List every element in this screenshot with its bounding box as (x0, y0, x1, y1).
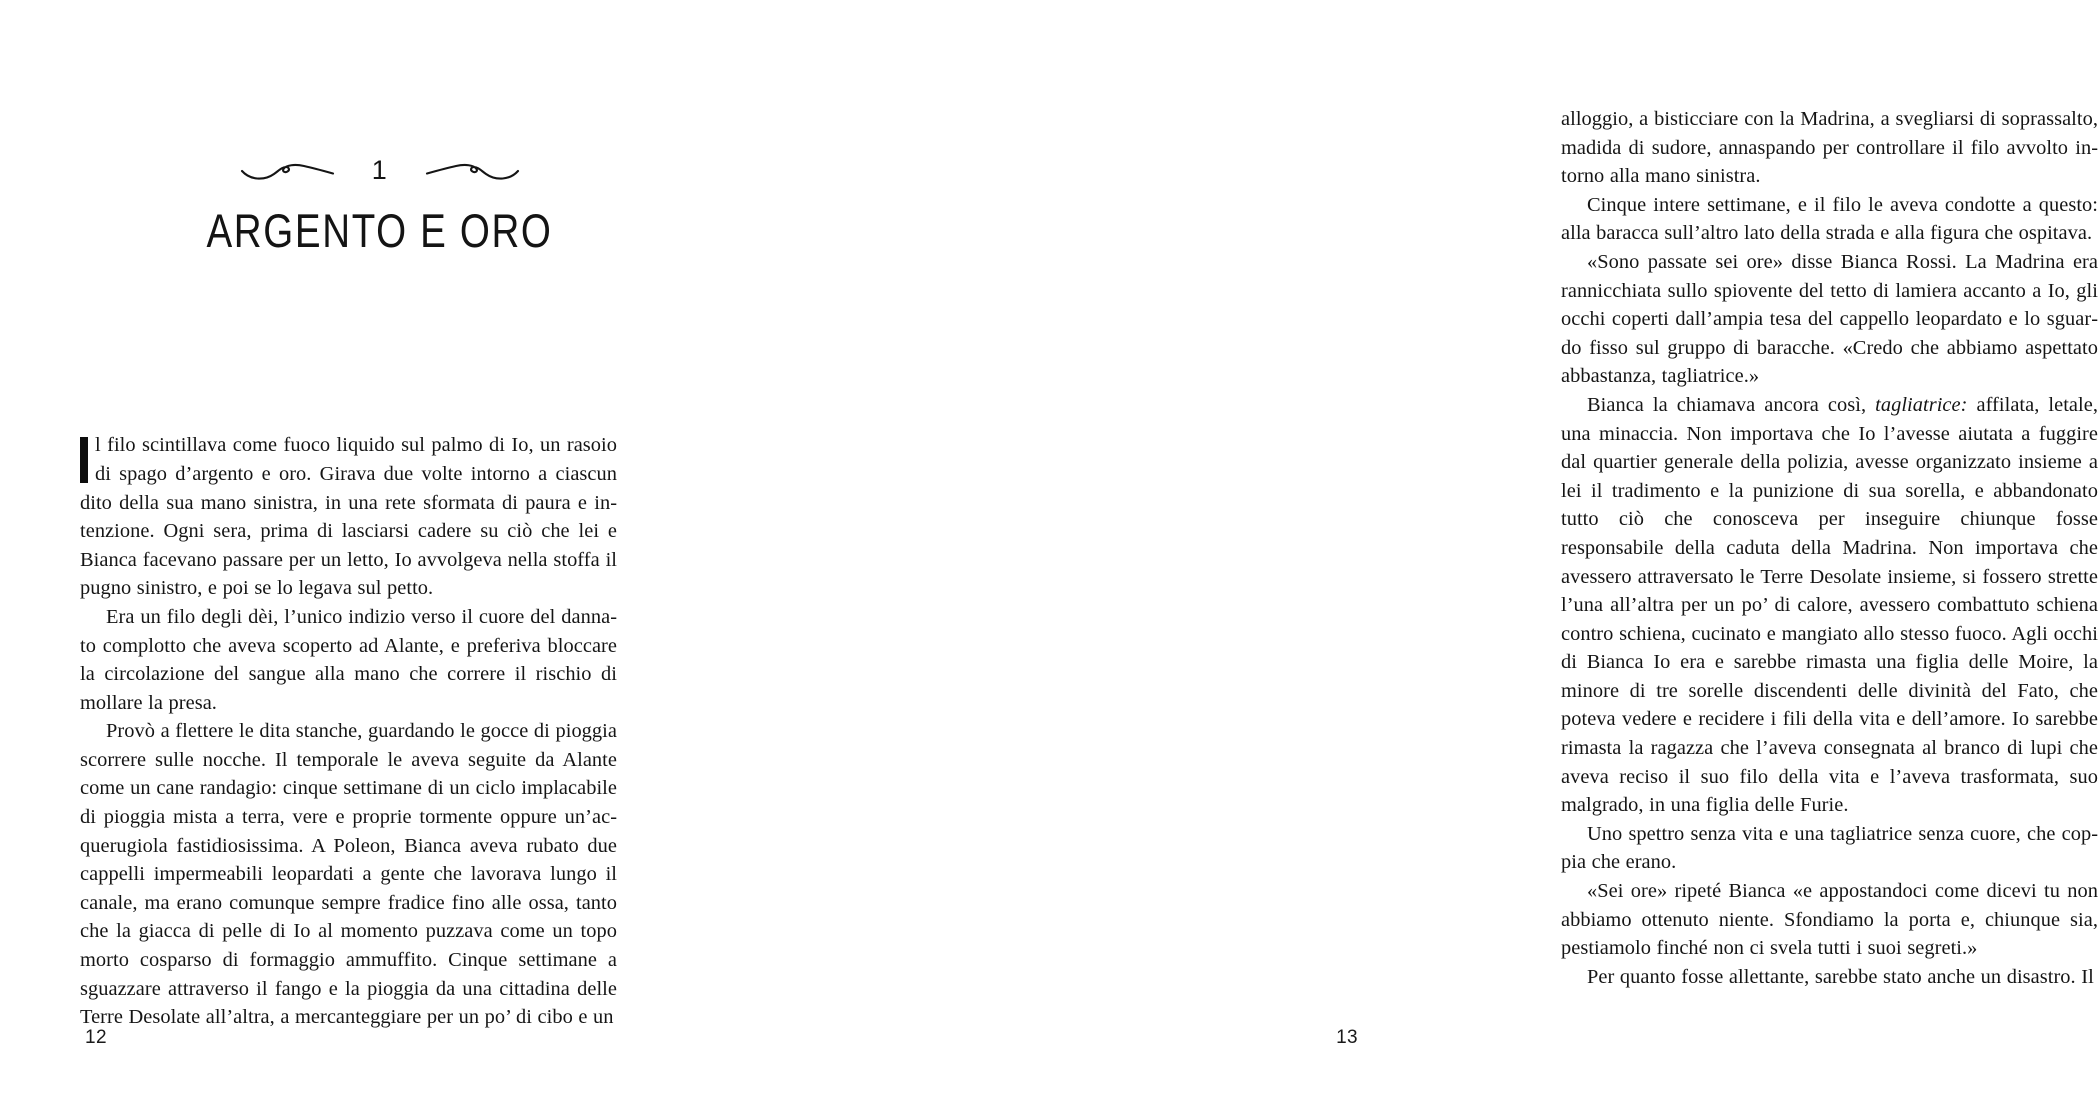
paragraph (1561, 248, 2098, 391)
paragraph-text: alloggio, a bisticciare con la Madrina, a svegliarsi di soprassalto, madida di sudore, annaspando per controllare il filo avvolto intorno alla mano sinistra. (1561, 108, 2098, 188)
right-page-text-column (1561, 105, 2098, 991)
paragraph (1561, 877, 2098, 963)
left-page (0, 0, 722, 1109)
left-page-body (80, 431, 617, 1031)
left-page-text-column (80, 130, 617, 1032)
paragraph-text: Cinque intere settimane, e il filo le aveva condotte a questo: alla baracca sull’altro lato della strada e alla figura che ospitava. (1561, 193, 2098, 245)
chapter-title: ARGENTO E ORO (206, 204, 553, 257)
right-page (723, 0, 2098, 1109)
page-number-right: 13 (1336, 1027, 1358, 1048)
chapter-header (80, 130, 617, 255)
page-number-left: 12 (85, 1027, 107, 1048)
right-page-body (1561, 105, 2098, 991)
paragraph-text: Per quanto fosse allettante, sarebbe stato anche un disastro. Il (1587, 965, 2094, 988)
paragraph (1561, 391, 2098, 820)
paragraph-text: «Sei ore» ripeté Bianca «e appostandoci come dicevi tu non abbiamo ottenuto niente. Sfondiamo la porta e, chiunque sia, pestiamolo finché non ci svela tutti i suoi segreti.» (1561, 880, 2098, 960)
paragraph (1561, 105, 2098, 191)
flourish-right-icon (424, 155, 520, 189)
paragraph-text: Era un filo degli dèi, l’unico indizio verso il cuore del dannato complotto che aveva scoperto ad Alante, e preferiva bloccare la circolazione del sangue alla mano che correre il rischio di mollare la presa. (80, 605, 617, 714)
paragraph-text: l filo scintillava come fuoco liquido sul palmo di Io, un rasoio di spago d’argento e oro. Girava due volte intorno a ciascun dito della sua mano sinistra, in una rete sformata di paura e intenzione. Ogni sera, prima di lasciarsi cadere su ciò che lei e Bianca facevano passare per un letto, Io avvolgeva nella stoffa il pugno sinistro, e poi se lo legava sul petto. (80, 434, 617, 600)
paragraph (1561, 820, 2098, 877)
paragraph (80, 431, 617, 603)
drop-cap-i (80, 437, 88, 483)
paragraph (80, 603, 617, 717)
paragraph (1561, 963, 2098, 992)
paragraph-text: «Sono passate sei ore» disse Bianca Rossi. La Madrina era rannicchiata sullo spiovente del tetto di lamiera accanto a Io, gli occhi coperti dall’ampia tesa del cappello leopardato e lo sguardo fisso sul gruppo di baracche. «Credo che abbiamo aspettato abbastanza, tagliatrice.» (1561, 250, 2098, 388)
paragraph-text: Uno spettro senza vita e una tagliatrice senza cuore, che coppia che erano. (1561, 822, 2098, 874)
paragraph-text-after: affilata, letale, una minaccia. Non importava che Io l’avesse aiutata a fuggire dal quartier generale della polizia, avesse organizzato insieme a lei il tradimento e la punizione di sua sorella, e abbandonato tutto ciò che conosceva per inseguire chiunque fosse responsabile della caduta della Madrina. Non importava che avessero attraversato le Terre Desolate insieme, si fossero strette l’una all’altra per un po’ di calore, avessero combattuto schiena contro schiena, cucinato e mangiato allo stesso fuoco. Agli occhi di Bianca Io era e sarebbe rimasta una figlia delle Moire, la minore di tre sorelle discendenti delle divinità del Fato, che poteva vedere e recidere i fili della vita e dell’amore. Io sarebbe rimasta la ragazza che l’aveva consegnata al branco di lupi che aveva reciso il suo filo della vita e l’aveva trasformata, suo malgrado, in una figlia delle Furie. (1561, 393, 2098, 817)
flourish-left-icon (240, 155, 336, 189)
paragraph-text-before: Bianca la chiamava ancora così, (1587, 393, 1876, 416)
paragraph-emphasis: tagliatrice: (1875, 393, 1968, 416)
chapter-number: 1 (371, 155, 388, 185)
paragraph (80, 717, 617, 1032)
paragraph (1561, 191, 2098, 248)
paragraph-text: Provò a flettere le dita stanche, guardando le gocce di pioggia scorrere sulle nocche. Il temporale le aveva seguite da Alante come un cane randagio: cinque settimane di un ciclo implacabile di pioggia mista a terra, vere e proprie tormente oppure un’acquerugiola fastidiosissima. A Poleon, Bianca aveva rubato due cappelli impermeabili leopardati a gente che lavorava lungo il canale, ma erano comunque sempre fradice fino alle ossa, tanto che la giacca di pelle di Io al momento puzzava come un topo morto cosparso di formaggio ammuffito. Cinque settimane a sguazzare attraverso il fango e la pioggia da una cittadina delle Terre Desolate all’altra, a mercanteggiare per un po’ di cibo e un (80, 720, 617, 1029)
chapter-ornament-row (142, 148, 617, 196)
